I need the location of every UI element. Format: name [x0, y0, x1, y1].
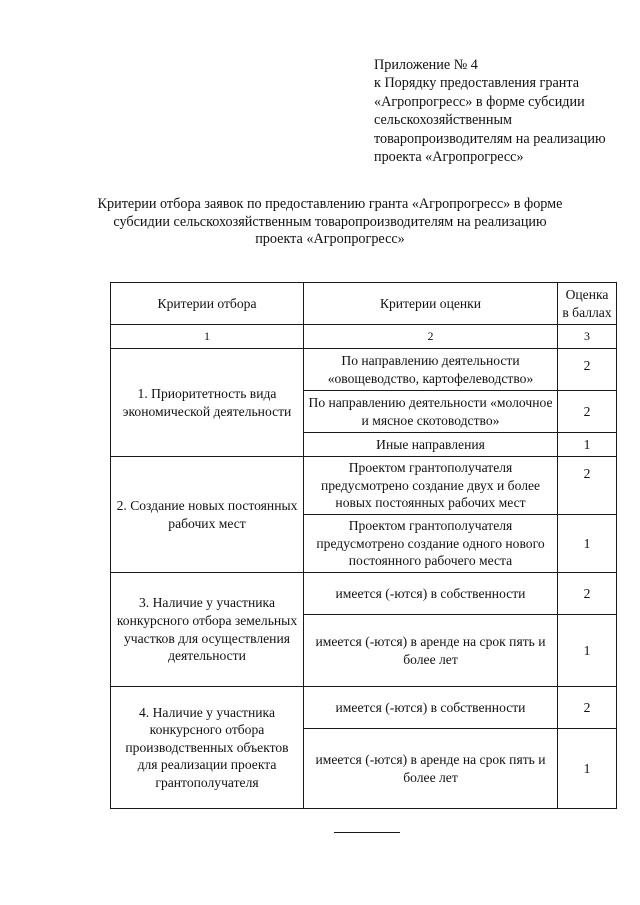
title-line: проекта «Агропрогресс» — [255, 231, 405, 248]
evaluation-cell: По направлению деятельности «молочное и мясное скотоводство» — [304, 391, 558, 433]
criterion-cell: 3. Наличие у участника конкурсного отбора земельных участков для осуществления деятельности — [111, 573, 304, 687]
criterion-cell: 4. Наличие у участника конкурсного отбора производственных объектов для реализации проекта грантополучателя — [111, 687, 304, 809]
score-cell: 1 — [558, 515, 617, 573]
appendix-line: «Агропрогресс» в форме субсидии — [374, 93, 585, 110]
evaluation-cell: имеется (-ются) в аренде на срок пять и более лет — [304, 729, 558, 809]
evaluation-cell: Иные направления — [304, 433, 558, 457]
evaluation-cell: имеется (-ются) в собственности — [304, 687, 558, 729]
score-cell: 2 — [558, 457, 617, 515]
closing-rule — [334, 832, 400, 833]
table-row — [111, 687, 617, 729]
table-row — [111, 457, 617, 515]
score-cell: 2 — [558, 391, 617, 433]
appendix-line: Приложение № 4 — [374, 57, 478, 73]
appendix-line: товаропроизводителям на реализацию — [374, 130, 606, 147]
column-number-row — [111, 325, 617, 349]
table-row — [111, 349, 617, 391]
criterion-cell: 2. Создание новых постоянных рабочих мест — [111, 457, 304, 573]
score-cell: 1 — [558, 729, 617, 809]
appendix-line: проекта «Агропрогресс» — [374, 149, 524, 166]
evaluation-cell: По направлению деятельности «овощеводство, картофелеводство» — [304, 349, 558, 391]
appendix-block — [374, 56, 632, 166]
criteria-table — [110, 282, 617, 809]
evaluation-cell: имеется (-ются) в аренде на срок пять и более лет — [304, 615, 558, 687]
score-cell: 2 — [558, 349, 617, 391]
appendix-line: к Порядку предоставления гранта — [374, 75, 579, 92]
score-cell: 2 — [558, 687, 617, 729]
score-cell: 1 — [558, 433, 617, 457]
evaluation-cell: Проектом грантополучателя предусмотрено создание одного нового постоянного рабочего места — [304, 515, 558, 573]
evaluation-cell: имеется (-ются) в собственности — [304, 573, 558, 615]
table-header-row — [111, 283, 617, 325]
criterion-cell: 1. Приоритетность вида экономической деятельности — [111, 349, 304, 457]
header-score: Оценка в баллах — [558, 283, 617, 325]
table-row — [111, 573, 617, 615]
score-cell: 1 — [558, 615, 617, 687]
evaluation-cell: Проектом грантополучателя предусмотрено создание двух и более новых постоянных рабочих мест — [304, 457, 558, 515]
column-number: 2 — [304, 325, 558, 349]
appendix-line: сельскохозяйственным — [374, 112, 513, 129]
header-evaluation-criteria: Критерии оценки — [304, 283, 558, 325]
document-title — [60, 196, 600, 249]
title-line: субсидии сельскохозяйственным товаропроизводителям на реализацию — [113, 213, 547, 230]
column-number: 3 — [558, 325, 617, 349]
header-selection-criteria: Критерии отбора — [111, 283, 304, 325]
score-cell: 2 — [558, 573, 617, 615]
title-line: Критерии отбора заявок по предоставлению гранта «Агропрогресс» в форме — [97, 196, 563, 212]
column-number: 1 — [111, 325, 304, 349]
